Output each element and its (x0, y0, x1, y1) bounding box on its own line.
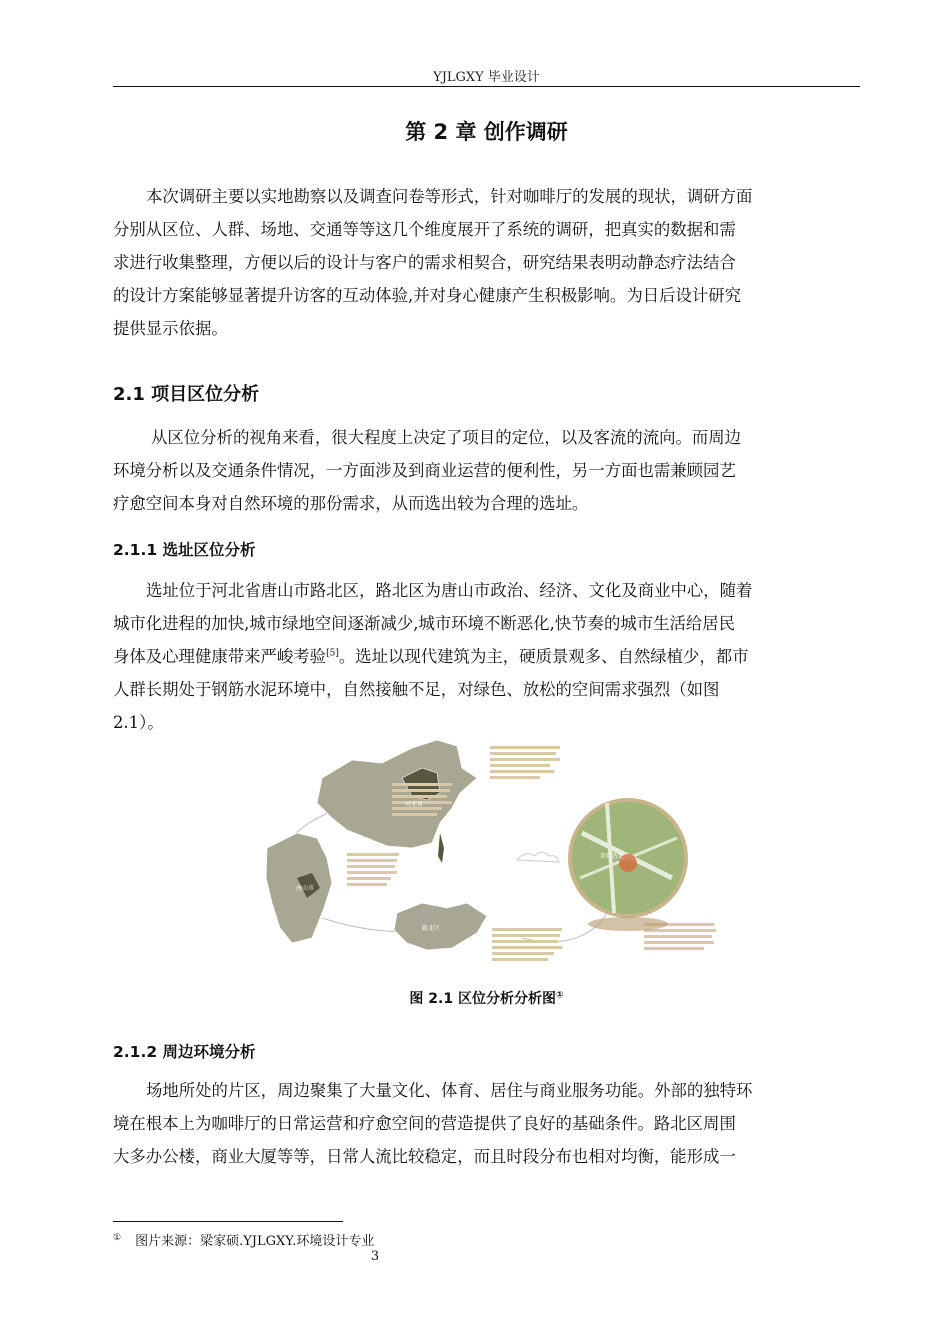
caption-footnote-marker: ① (555, 990, 564, 1001)
header-rule (113, 86, 860, 87)
body-line: 选址位于河北省唐山市路北区，路北区为唐山市政治、经济、文化及商业中心，随着 (146, 581, 753, 600)
page-number: 3 (370, 1249, 380, 1264)
footnote-rule (113, 1221, 343, 1222)
footnote-mark: ① (113, 1232, 122, 1243)
location-map-illustration (262, 738, 740, 970)
location-analysis-figure (262, 738, 740, 970)
body-line: 城市化进程的加快,城市绿地空间逐渐减少,城市环境不断恶化,快节奏的城市生活给居民 (113, 614, 736, 633)
body-text: 。选址以现代建筑为主，硬质景观多、自然绿植少，都市 (338, 647, 749, 666)
province-label: 河北省 (405, 801, 424, 808)
body-line: 人群长期处于钢筋水泥环境中，自然接触不足，对绿色、放松的空间需求强烈（如图 (113, 680, 720, 699)
figure-caption (113, 988, 860, 1008)
citation-marker: [5] (326, 648, 339, 659)
intro-line: 本次调研主要以实地勘察以及调查问卷等形式，针对咖啡厅的发展的现状，调研方面 (146, 187, 753, 206)
section-heading-2-1-2: 2.1.2 周边环境分析 (113, 1043, 256, 1061)
footnote-text: 图片来源：梁家硕.YJLGXY.环境设计专业 (135, 1234, 375, 1249)
site-label: 项目选址 (600, 853, 625, 860)
circle-base (588, 917, 668, 931)
intro-line: 提供显示依据。 (113, 319, 228, 338)
china-map (317, 740, 477, 848)
body-line: 环境分析以及交通条件情况，一方面涉及到商业运营的便利性，另一方面也需兼顾园艺 (113, 461, 736, 480)
intro-line: 的设计方案能够显著提升访客的互动体验,并对身心健康产生积极影响。为日后设计研究 (113, 286, 742, 305)
body-line: 2.1）。 (113, 713, 164, 732)
footnote (113, 1230, 374, 1249)
body-line (113, 640, 860, 673)
body-line: 境在根本上为咖啡厅的日常运营和疗愈空间的营造提供了良好的基础条件。路北区周围 (113, 1114, 736, 1133)
intro-line: 分别从区位、人群、场地、交通等等这几个维度展开了系统的调研，把真实的数据和需 (113, 220, 736, 239)
section-heading-2-1: 2.1 项目区位分析 (113, 384, 260, 405)
chapter-title: 第 2 章 创作调研 (405, 120, 568, 144)
section-heading-2-1-1: 2.1.1 选址区位分析 (113, 541, 256, 559)
body-line: 疗愈空间本身对自然环境的那份需求，从而选出较为合理的选址。 (113, 494, 589, 513)
body-line: 场地所处的片区，周边聚集了大量文化、体育、居住与商业服务功能。外部的独特环 (146, 1081, 753, 1100)
running-header: YJLGXY 毕业设计 (433, 70, 540, 85)
body-line: 大多办公楼，商业大厦等等，日常人流比较稳定，而且时段分布也相对均衡，能形成一 (113, 1147, 736, 1166)
body-text: 身体及心理健康带来严峻考验 (113, 647, 327, 666)
taiwan-shape (438, 833, 444, 863)
body-line: 从区位分析的视角来看，很大程度上决定了项目的定位，以及客流的流向。而周边 (151, 428, 742, 447)
district-label: 路北区 (422, 925, 441, 932)
tangshan-city-map (394, 903, 487, 950)
cloud-ornament (517, 852, 559, 862)
city-label: 唐山市 (296, 885, 315, 892)
caption-text: 图 2.1 区位分析分析图 (409, 991, 556, 1007)
intro-line: 求进行收集整理，方便以后的设计与客户的需求相契合，研究结果表明动静态疗法结合 (113, 253, 736, 272)
